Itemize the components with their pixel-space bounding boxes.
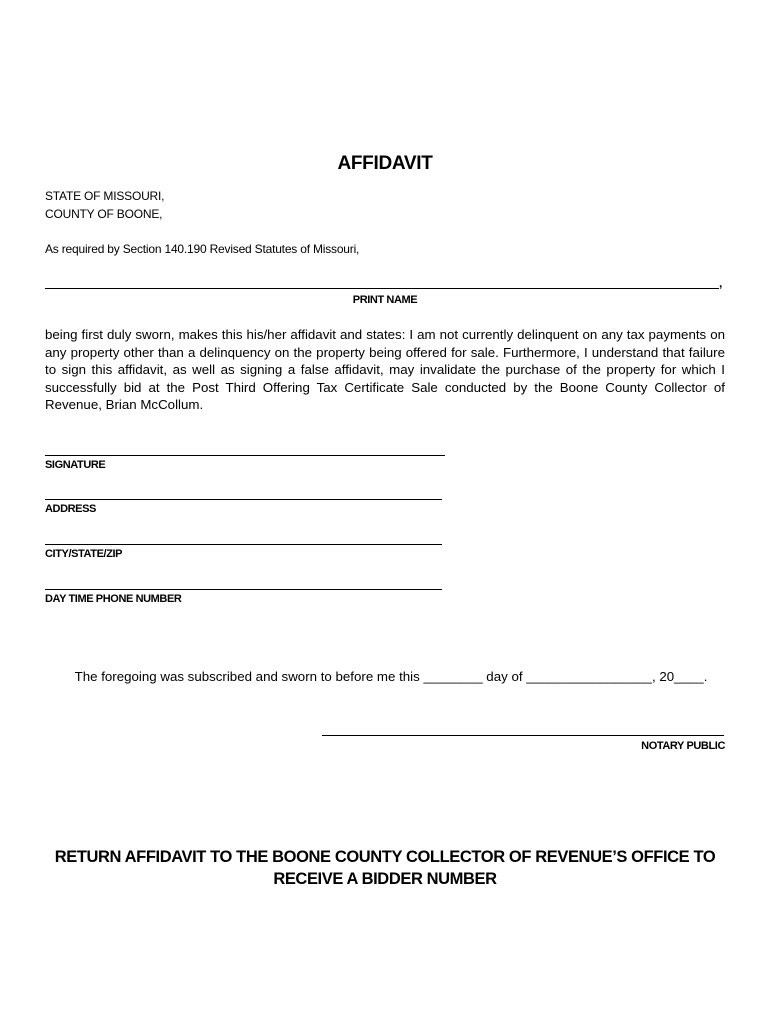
notary-signature-line[interactable] bbox=[322, 735, 724, 736]
phone-label: DAY TIME PHONE NUMBER bbox=[45, 593, 182, 605]
notary-label: NOTARY PUBLIC bbox=[641, 740, 725, 752]
print-name-comma: , bbox=[719, 276, 723, 290]
city-state-zip-label: CITY/STATE/ZIP bbox=[45, 548, 123, 560]
signature-line[interactable] bbox=[45, 455, 445, 456]
city-state-zip-line[interactable] bbox=[45, 544, 442, 545]
affidavit-statement: being first duly sworn, makes this his/her affidavit and states: I am not currently delinquent on any tax payments on any property other than a delinquency on the property being offered for sale. Furthermore, I understand that failure to sign this affidavit, as well as signing a false affidavit, may invalidate the purchase of the property for which I successfully bid at the Post Third Offering Tax Certificate Sale conducted by the Boone County Collector of Revenue, Brian McCollum. bbox=[45, 327, 725, 413]
statute-line: As required by Section 140.190 Revised Statutes of Missouri, bbox=[45, 242, 360, 256]
address-line[interactable] bbox=[45, 499, 442, 500]
address-label: ADDRESS bbox=[45, 503, 96, 515]
return-instruction bbox=[0, 846, 770, 890]
phone-line[interactable] bbox=[45, 589, 442, 590]
print-name-line[interactable] bbox=[45, 288, 719, 289]
print-name-label: PRINT NAME bbox=[352, 294, 418, 306]
state-line: STATE OF MISSOURI, bbox=[45, 189, 165, 203]
sworn-statement: The foregoing was subscribed and sworn to before me this ________ day of _________________, 20____. bbox=[74, 669, 708, 684]
document-title: AFFIDAVIT bbox=[337, 153, 433, 174]
return-line-2: RECEIVE A BIDDER NUMBER bbox=[273, 870, 497, 888]
county-line: COUNTY OF BOONE, bbox=[45, 207, 163, 221]
signature-label: SIGNATURE bbox=[45, 459, 106, 471]
return-line-1: RETURN AFFIDAVIT TO THE BOONE COUNTY COLLECTOR OF REVENUE’S OFFICE TO bbox=[54, 848, 716, 866]
